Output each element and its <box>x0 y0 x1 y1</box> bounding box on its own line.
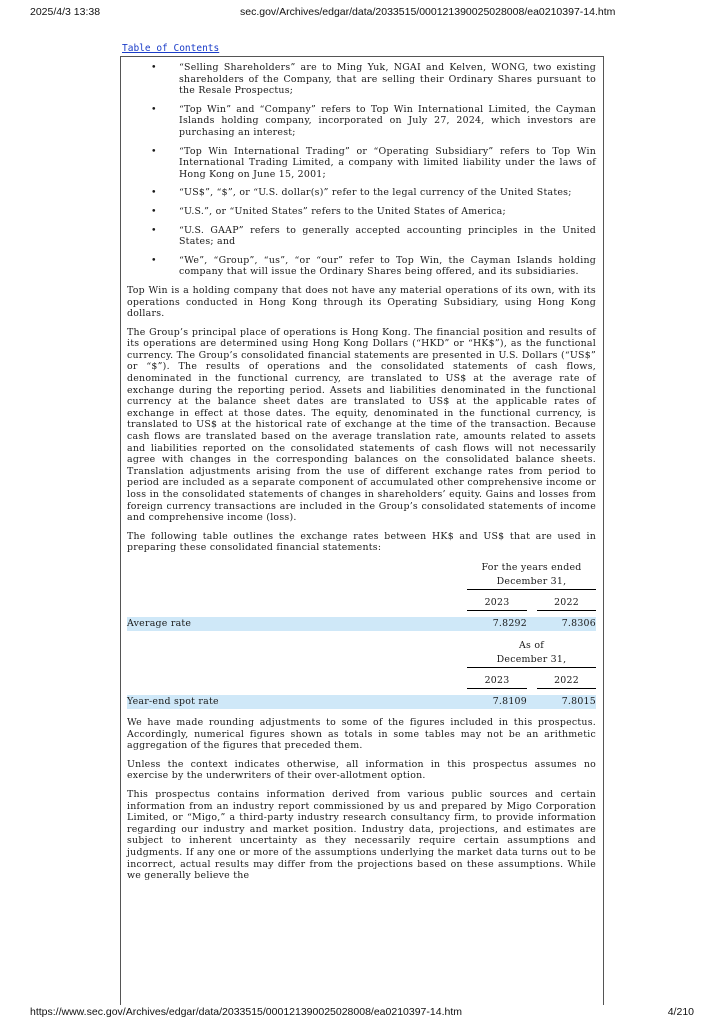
value-2023: 7.8109 <box>467 695 527 709</box>
currency-paragraph: The Group’s principal place of operations is Hong Kong. The financial position and results of its operations are determined using Hong Kong Dollars (“HKD” or “HK$”), as the functional currency. The Group’s consolidated financial statements are presented in U.S. Dollars (“US$” or “$”). The results of operations and the consolidated statements of cash flows, denominated in the functional currency, are translated to US$ at the average rate of exchange during the reporting period. Assets and liabilities denominated in the functional currency at the balance sheet dates are translated to US$ at the applicable rates of exchange in effect at those dates. The equity, denominated in the functional currency, is translated to US$ at the historical rate of exchange at the time of the transaction. Because cash flows are translated based on the average translation rate, amounts related to assets and liabilities reported on the consolidated statements of cash flows will not necessarily agree with changes in the corresponding balances on the consolidated balance sheets. Translation adjustments arising from the use of different exchange rates from period to period are included as a separate component of accumulated other comprehensive income or loss in the consolidated statements of changes in shareholders’ equity. Gains and losses from foreign currency transactions are included in the Group’s consolidated statements of income and comprehensive income (loss). <box>127 326 596 524</box>
list-item: • “We”, “Group”, “us”, “or “our” refer to Top Win, the Cayman Islands holding company that will issue the Ordinary Shares being offered, and its subsidiaries. <box>151 254 596 278</box>
column-header-2022: 2022 <box>537 596 596 611</box>
bullet-icon: • <box>151 224 157 236</box>
column-header-2023: 2023 <box>467 674 527 689</box>
value-2022: 7.8306 <box>537 617 596 631</box>
list-item: • “Top Win” and “Company” refers to Top Win International Limited, the Cayman Islands holding company, incorporated on July 27, 2024, which investors are purchasing an interest; <box>151 103 596 138</box>
table-header: December 31, <box>467 575 596 590</box>
table-header: December 31, <box>467 653 596 668</box>
value-2023: 7.8292 <box>467 617 527 631</box>
column-header-2022: 2022 <box>537 674 596 689</box>
list-item: • “Top Win International Trading” or “Operating Subsidiary” refers to Top Win International Trading Limited, a company with limited liability under the laws of Hong Kong on June 15, 2001; <box>151 145 596 180</box>
bullet-icon: • <box>151 254 157 266</box>
bullet-icon: • <box>151 62 157 73</box>
over-allotment-paragraph: Unless the context indicates otherwise, all information in this prospectus assumes no exercise by the underwriters of their over-allotment option. <box>127 758 596 782</box>
spot-rate-table <box>127 639 596 709</box>
list-item: • “Selling Shareholders” are to Ming Yuk, NGAI and Kelven, WONG, two existing shareholders of the Company, that are selling their Ordinary Shares pursuant to the Resale Prospectus; <box>151 62 596 97</box>
bullet-icon: • <box>151 187 157 199</box>
document-body <box>127 62 596 889</box>
row-label: Average rate <box>127 617 457 631</box>
row-label: Year-end spot rate <box>127 695 457 709</box>
table-intro-paragraph: The following table outlines the exchange rates between HK$ and US$ that are used in preparing these consolidated financial statements: <box>127 530 596 554</box>
industry-data-paragraph: This prospectus contains information derived from various public sources and certain information from an industry report commissioned by us and prepared by Migo Corporation Limited, or “Migo,” a third-party industry research consultancy firm, to provide information regarding our industry and market position. Industry data, projections, and estimates are subject to inherent uncertainty as they necessarily require certain assumptions and judgments. If any one or more of the assumptions underlying the market data turns out to be incorrect, actual results may differ from the projections based on these assumptions. While we generally believe the <box>127 788 596 882</box>
print-url: https://www.sec.gov/Archives/edgar/data/2033515/000121390025028008/ea0210397-14.htm <box>30 1006 462 1018</box>
list-item: • “U.S.”, or “United States” refers to the United States of America; <box>151 205 506 217</box>
value-2022: 7.8015 <box>537 695 596 709</box>
bullet-icon: • <box>151 205 157 217</box>
definitions-list <box>127 62 596 278</box>
bullet-icon: • <box>151 145 157 157</box>
average-rate-table <box>127 561 596 631</box>
print-timestamp: 2025/4/3 13:38 <box>30 6 101 18</box>
print-page-number: 4/210 <box>667 1006 694 1018</box>
table-header: For the years ended <box>481 562 582 574</box>
print-page-title: sec.gov/Archives/edgar/data/2033515/000121390025028008/ea0210397-14.htm <box>240 6 616 18</box>
column-header-2023: 2023 <box>467 596 527 611</box>
table-of-contents-link[interactable]: Table of Contents <box>122 43 220 54</box>
table-row <box>127 617 596 631</box>
bullet-icon: • <box>151 103 157 115</box>
list-item: • “U.S. GAAP” refers to generally accepted accounting principles in the United States; and <box>151 224 596 248</box>
table-header: As of <box>519 640 544 652</box>
rounding-paragraph: We have made rounding adjustments to some of the figures included in this prospectus. Accordingly, numerical figures shown as totals in some tables may not be an arithmetic aggregation of the figures that preceded them. <box>127 716 596 752</box>
table-row <box>127 695 596 709</box>
holding-company-paragraph: Top Win is a holding company that does not have any material operations of its own, with its operations conducted in Hong Kong through its Operating Subsidiary, using Hong Kong dollars. <box>127 284 596 320</box>
list-item: • “US$”, “$”, or “U.S. dollar(s)” refer to the legal currency of the United States; <box>151 187 572 199</box>
